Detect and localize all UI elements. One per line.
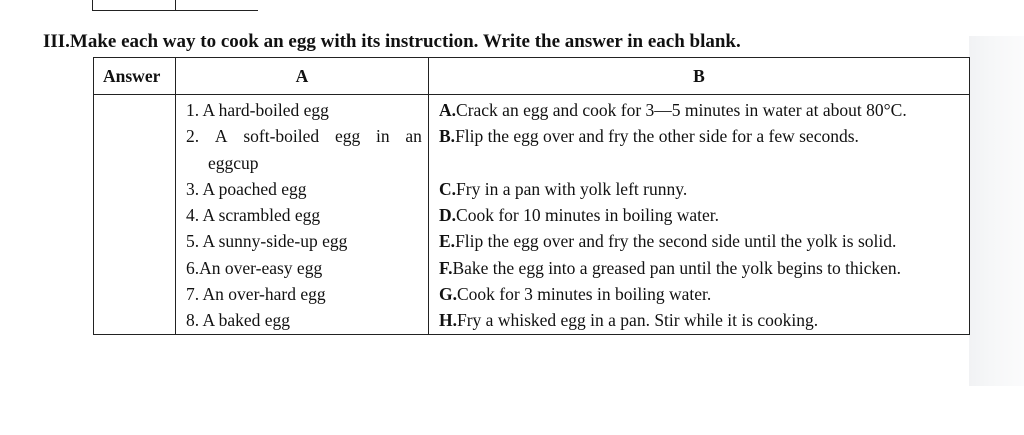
instruction-text: Flip the egg over and fry the second side until the yolk is solid. <box>455 231 897 252</box>
instruction-text: Crack an egg and cook for 3—5 minutes in water at about 80°C. <box>456 100 907 120</box>
header-row <box>94 58 970 95</box>
word: 2. <box>186 126 200 147</box>
column-b-list <box>429 95 970 335</box>
page-shadow <box>969 36 1024 386</box>
instruction-letter: D. <box>439 205 457 226</box>
cooking-method-item: 1. A hard-boiled egg <box>186 100 329 120</box>
instruction-spacer <box>439 150 963 176</box>
matching-table <box>93 57 970 335</box>
instruction-text: Cook for 3 minutes in boiling water. <box>457 284 712 305</box>
instruction-letter: E. <box>439 231 456 252</box>
word: an <box>405 126 422 147</box>
instruction-letter: H. <box>439 310 457 331</box>
column-a-list <box>176 95 429 335</box>
instruction-item <box>439 307 963 333</box>
instruction-text: Flip the egg over and fry the other side for a few seconds. <box>455 126 859 147</box>
content-row <box>94 95 970 335</box>
instruction-letter: B. <box>439 126 456 147</box>
cooking-method-item: 6.An over-easy egg <box>186 257 323 278</box>
instruction-text: Bake the egg into a greased pan until the yolk begins to thicken. <box>452 257 902 278</box>
instruction-text: Fry a whisked egg in a pan. Stir while it is cooking. <box>457 310 819 331</box>
instruction-item <box>439 281 963 307</box>
word: in <box>376 126 390 147</box>
instruction-text: Fry in a pan with yolk left runny. <box>456 178 688 199</box>
instruction-item <box>439 123 963 149</box>
cooking-method-item: 5. A sunny-side-up egg <box>186 231 348 252</box>
exercise-heading: III.Make each way to cook an egg with its instruction. Write the answer in each blank. <box>43 31 741 52</box>
word: soft-boiled <box>243 126 320 147</box>
instruction-item <box>439 228 963 254</box>
instruction-item <box>439 255 963 281</box>
cooking-method-item: 7. An over-hard egg <box>186 284 326 305</box>
table-fragment-divider <box>175 0 176 10</box>
instruction-letter: G. <box>439 284 457 305</box>
cooking-method-item: 4. A scrambled egg <box>186 205 321 226</box>
word: egg <box>334 126 361 147</box>
cooking-method-item: 8. A baked egg <box>186 310 291 331</box>
answer-column-header: Answer <box>94 58 176 95</box>
instruction-item <box>439 176 963 202</box>
word: A <box>214 126 228 147</box>
cooking-method-item <box>186 123 422 149</box>
answer-blank[interactable] <box>94 95 176 335</box>
instruction-letter: C. <box>439 178 457 199</box>
cooking-method-item-continued: eggcup <box>208 152 259 173</box>
instruction-text: Cook for 10 minutes in boiling water. <box>456 205 719 226</box>
cooking-method-item: 3. A poached egg <box>186 178 307 199</box>
instruction-letter: A. <box>439 100 457 120</box>
column-b-header: B <box>429 58 970 95</box>
column-a-header: A <box>176 58 429 95</box>
instruction-letter: F. <box>439 257 453 278</box>
table-fragment-top <box>92 0 258 11</box>
instruction-item <box>439 97 963 123</box>
instruction-item <box>439 202 963 228</box>
